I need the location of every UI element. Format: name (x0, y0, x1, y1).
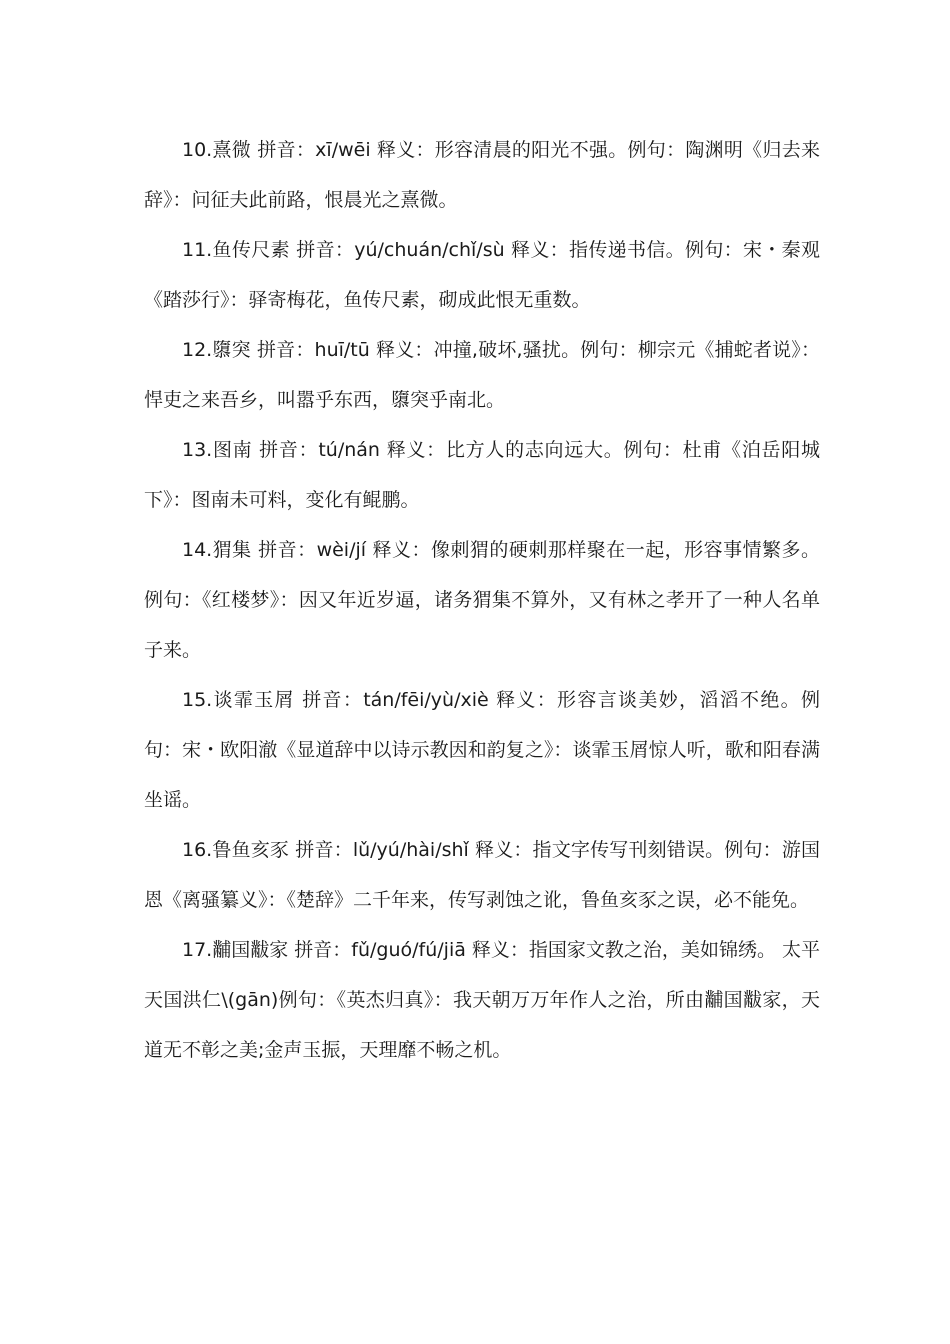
entry-12: 12.隳突 拼音：huī/tū 释义：冲撞,破坏,骚扰。例句：柳宗元《捕蛇者说》：悍吏之来吾乡，叫嚣乎东西，隳突乎南北。 (144, 339, 820, 411)
entry-15: 15.谈霏玉屑 拼音：tán/fēi/yù/xiè 释义：形容言谈美妙，滔滔不绝。例句：宋・欧阳澈《显道辞中以诗示教因和韵复之》：谈霏玉屑惊人听，歌和阳春满坐谣。 (144, 689, 820, 811)
entry-14: 14.猬集 拼音：wèi/jí 释义：像刺猬的硬刺那样聚在一起，形容事情繁多。例句：《红楼梦》：因又年近岁逼，诸务猬集不算外，又有林之孝开了一种人名单子来。 (144, 539, 820, 661)
entry-17: 17.黼国黻家 拼音：fǔ/guó/fú/jiā 释义：指国家文教之治，美如锦绣。 太平天国洪仁\(gān)例句：《英杰归真》：我天朝万万年作人之治，所由黼国黻家，天道无不彰之美;金声玉振，天理靡不畅之机。 (144, 939, 820, 1061)
entry-10: 10.熹微 拼音：xī/wēi 释义：形容清晨的阳光不强。例句：陶渊明《归去来辞》：问征夫此前路，恨晨光之熹微。 (144, 139, 820, 211)
entry-11: 11.鱼传尺素 拼音：yú/chuán/chǐ/sù 释义：指传递书信。例句：宋・秦观《踏莎行》：驿寄梅花，鱼传尺素，砌成此恨无重数。 (144, 239, 820, 311)
entry-13: 13.图南 拼音：tú/nán 释义：比方人的志向远大。例句：杜甫《泊岳阳城下》：图南未可料，变化有鲲鹏。 (144, 439, 820, 511)
entry-list (144, 125, 820, 1075)
entry-16: 16.鲁鱼亥豕 拼音：lǔ/yú/hài/shǐ 释义：指文字传写刊刻错误。例句：游国恩《离骚纂义》：《楚辞》二千年来，传写剥蚀之讹，鲁鱼亥豕之误，必不能免。 (144, 839, 820, 911)
